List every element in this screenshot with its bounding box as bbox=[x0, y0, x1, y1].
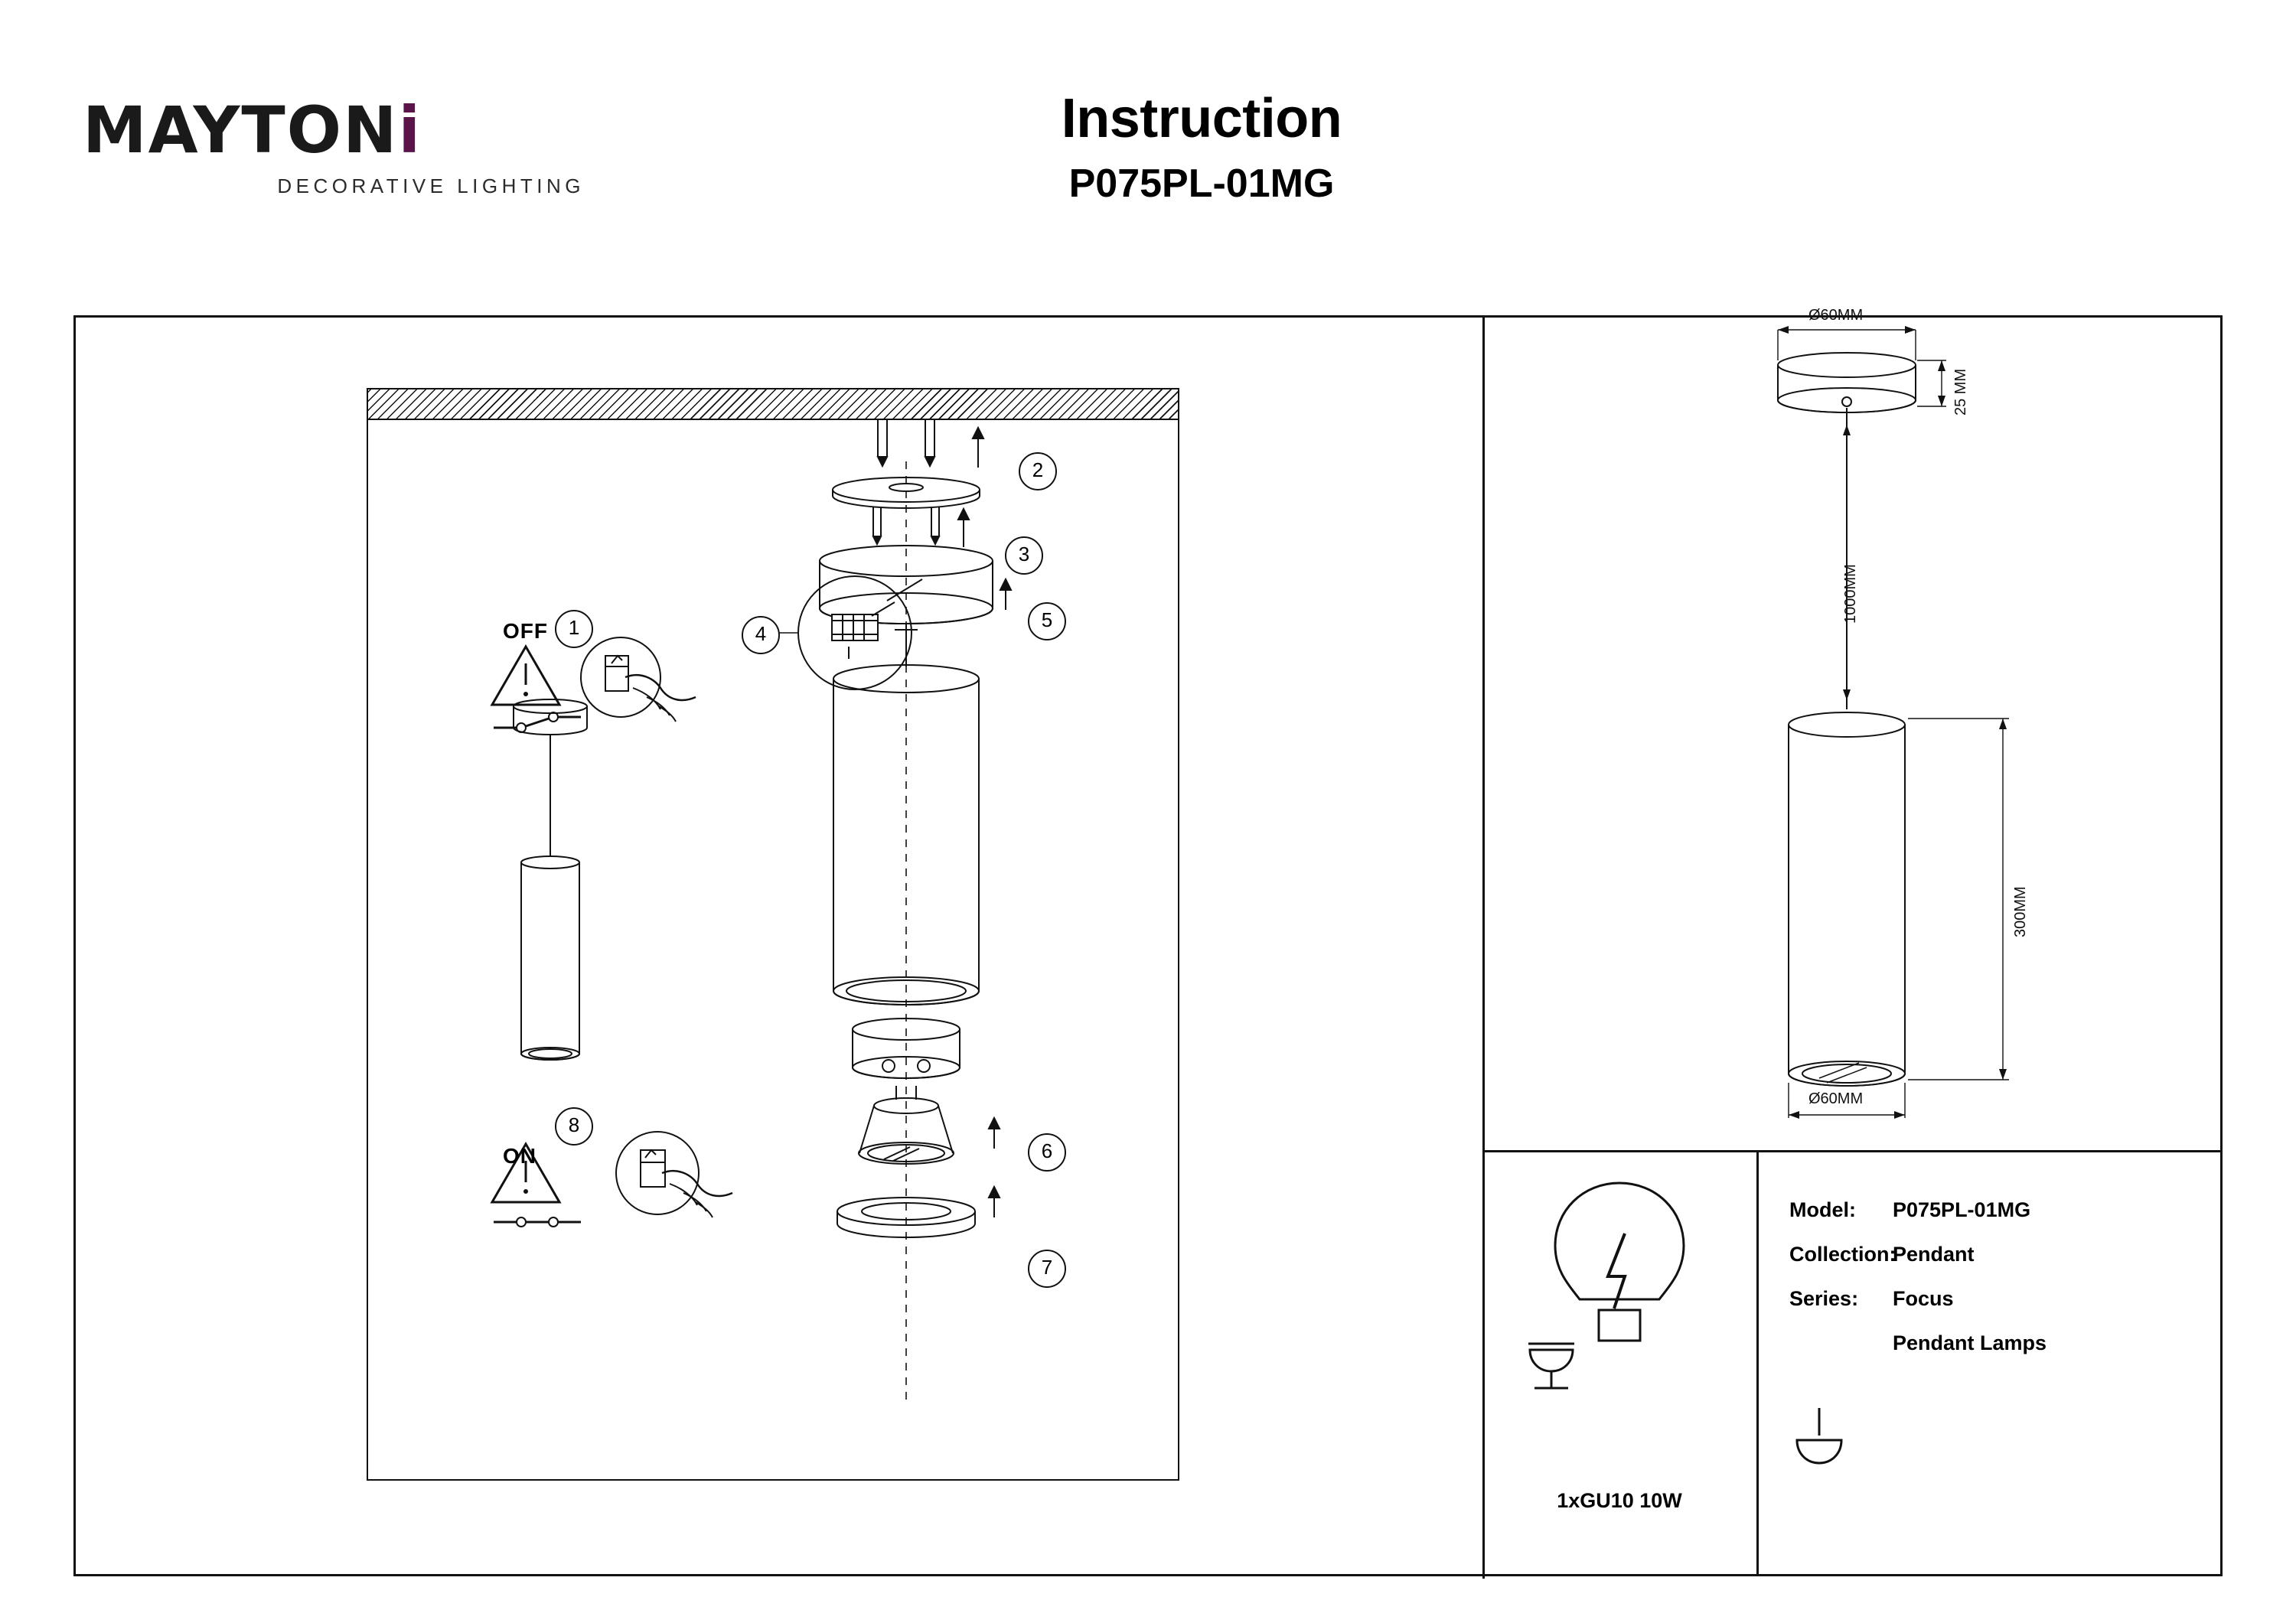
callout-6-arrow bbox=[989, 1118, 1000, 1149]
callout-5: 5 bbox=[1028, 602, 1066, 640]
dim-canopy-height bbox=[1917, 360, 1946, 406]
callout-7: 7 bbox=[1028, 1250, 1066, 1288]
dim-label-bottom-diameter: Ø60MM bbox=[1808, 1090, 1864, 1107]
bulb-cell bbox=[1482, 1152, 1756, 1576]
spec-value-series: Focus bbox=[1893, 1287, 1954, 1310]
dim-tube bbox=[1789, 712, 1905, 1086]
spec-key-model: Model: bbox=[1789, 1198, 1856, 1221]
logo-wordmark bbox=[83, 93, 588, 168]
logo-wordmark-text: MAYTON bbox=[83, 93, 399, 168]
dim-canopy bbox=[1778, 353, 1916, 412]
switch-on-label: ON bbox=[503, 1144, 536, 1168]
callout-5-arrow bbox=[1000, 579, 1011, 610]
warning-off-group bbox=[492, 637, 696, 732]
page-model-code: P075PL-01MG bbox=[1068, 161, 1335, 206]
maytoni-logo bbox=[83, 93, 588, 198]
switch-off-label: OFF bbox=[503, 619, 548, 643]
spec-value-category: Pendant Lamps bbox=[1893, 1331, 2047, 1354]
dim-label-cable-length: 1000MM bbox=[1842, 564, 1859, 624]
ceiling-fixings bbox=[878, 420, 983, 468]
callout-7-arrow bbox=[989, 1187, 1000, 1217]
dim-body-height bbox=[1908, 719, 2009, 1080]
dimension-drawing bbox=[1482, 318, 2223, 1150]
callout-3: 3 bbox=[1005, 536, 1043, 575]
callout-6: 6 bbox=[1028, 1133, 1066, 1172]
dim-label-canopy-height: 25 MM bbox=[1952, 368, 1969, 416]
spec-key-series: Series: bbox=[1789, 1287, 1859, 1310]
callout-leaders bbox=[561, 630, 798, 1139]
title-block bbox=[857, 90, 1546, 207]
dim-top-diameter bbox=[1778, 326, 1916, 360]
callout-1: 1 bbox=[555, 610, 593, 648]
canopy-fixings bbox=[873, 507, 969, 547]
dim-cable-length bbox=[1843, 425, 1851, 700]
page-title: Instruction bbox=[1061, 88, 1342, 149]
spec-value-collection: Pendant bbox=[1893, 1243, 1975, 1266]
pendant-lamp-icon bbox=[1792, 1405, 1846, 1474]
assembled-product bbox=[514, 699, 587, 1060]
bulb-spec-label: 1xGU10 10W bbox=[1557, 1489, 1682, 1512]
logo-accent-letter: i bbox=[398, 93, 422, 168]
spec-value-model: P075PL-01MG bbox=[1893, 1198, 2031, 1221]
suspension-cable bbox=[895, 624, 918, 666]
callout-2: 2 bbox=[1019, 452, 1057, 490]
bulb-icon bbox=[1482, 1152, 1756, 1481]
spec-key-collection: Collection: bbox=[1789, 1243, 1896, 1266]
instruction-frame bbox=[73, 307, 2223, 1576]
page-header bbox=[0, 0, 2296, 275]
assembly-drawing bbox=[76, 318, 1482, 1579]
callout-4: 4 bbox=[742, 616, 780, 654]
dim-label-body-height: 300MM bbox=[2012, 886, 2029, 937]
spec-table bbox=[1759, 1152, 2223, 1576]
callout-8: 8 bbox=[555, 1107, 593, 1146]
logo-tagline: DECORATIVE LIGHTING bbox=[277, 174, 585, 197]
dim-label-top-diameter: Ø60MM bbox=[1808, 307, 1864, 324]
